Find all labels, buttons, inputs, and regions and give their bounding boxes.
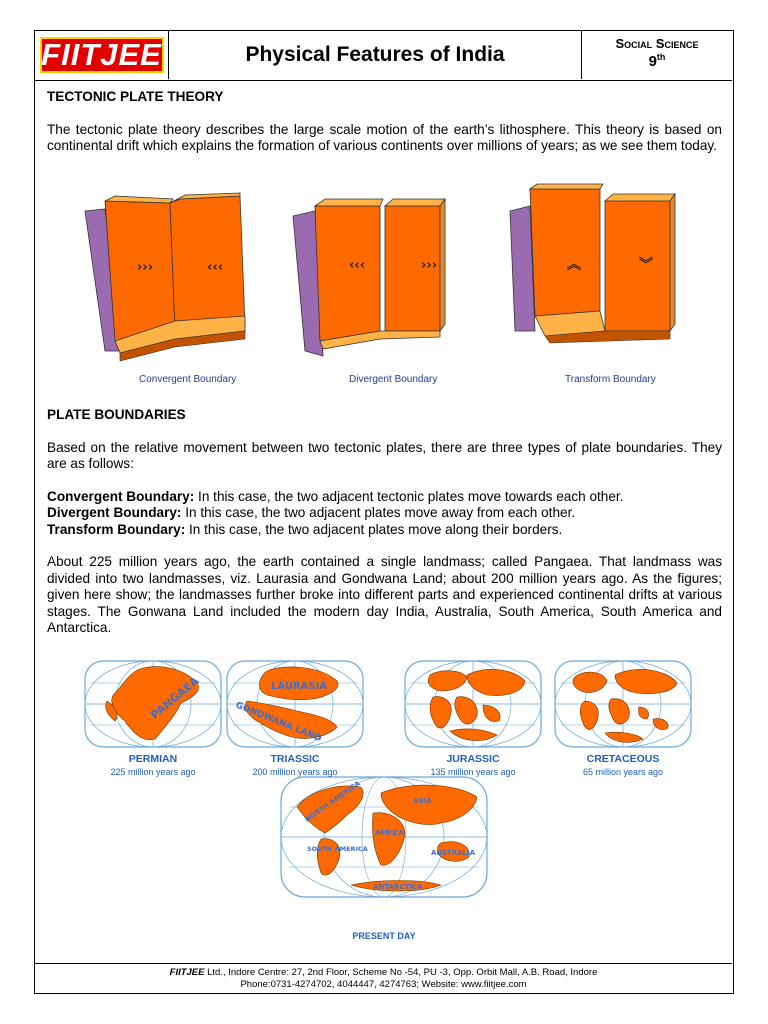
map-jurassic: [405, 661, 541, 747]
present-label-south-america: SOUTH AMERICA: [307, 845, 368, 853]
divergent-right-arrow: ›››: [421, 258, 438, 273]
map-triassic-era: TRIASSIC: [270, 753, 320, 765]
section-heading-boundaries: PLATE BOUNDARIES: [47, 407, 186, 422]
tectonic-paragraph: The tectonic plate theory describes the large scale motion of the earth’s lithosphere. This theory is based on continental drift which explains the formation of various continents over millions of years; as we see them today.: [47, 121, 722, 153]
logo-cell: [35, 31, 169, 79]
footer: [35, 963, 732, 993]
definition-divergent: [47, 505, 722, 522]
map-present-era: PRESENT DAY: [352, 931, 416, 941]
present-label-africa: AFRICA: [375, 829, 404, 837]
footer-line-1: [35, 967, 732, 979]
definition-transform: [47, 522, 722, 539]
boundaries-intro: Based on the relative movement between two tectonic plates, there are three types of plate boundaries. They are as follows:: [47, 439, 722, 471]
transform-label: Transform Boundary: [565, 374, 656, 385]
footer-address: Ltd., Indore Centre: 27, 2nd Floor, Scheme No -54, PU -3, Opp. Orbit Mall, A.B. Road, Indore: [204, 967, 598, 978]
map-cretaceous: [555, 661, 691, 747]
map-triassic-age: 200 million years ago: [252, 767, 338, 777]
map-permian: [85, 661, 221, 747]
divergent-left-arrow: ‹‹‹: [349, 258, 366, 273]
transform-right-arrow: ︾: [639, 257, 653, 273]
pangaea-paragraph: About 225 million years ago, the earth contained a single landmass; called Pangaea. That landmass was divided into two landmasses, viz. Laurasia and Gondwana Land; about 200 million years ago. As the figures; given here show; the landmasses further broke into different parts and experienced continental drifts at various stages. The Gonwana Land included the modern day India, Australia, South America, South America and Antarctica.: [47, 554, 722, 635]
content-boundaries: [47, 407, 722, 637]
header: [35, 31, 732, 81]
convergent-right-arrow: ‹‹‹: [207, 260, 224, 275]
map-jurassic-age: 135 million years ago: [430, 767, 516, 777]
divergent-label: Divergent Boundary: [349, 374, 438, 385]
convergent-left-arrow: ›››: [137, 260, 154, 275]
subject-name: Social Science: [615, 36, 699, 51]
page-frame: [34, 30, 734, 994]
plate-figures: [35, 181, 735, 385]
term-transform: Transform Boundary:: [47, 521, 186, 537]
present-label-antarctica: ANTARCTICA: [373, 883, 423, 891]
grade-number: 9: [648, 53, 657, 70]
definitions-list: [47, 489, 722, 539]
footer-brand: FIITJEE: [169, 967, 205, 978]
transform-left-arrow: ︽: [567, 257, 581, 273]
map-permian-era: PERMIAN: [128, 753, 178, 765]
definition-text-divergent: In this case, the two adjacent plates move away from each other.: [181, 505, 576, 520]
term-convergent: Convergent Boundary:: [47, 488, 195, 504]
present-label-australia: AUSTRALIA: [431, 849, 475, 857]
map-triassic: [227, 661, 363, 747]
subject-cell: [581, 31, 732, 79]
fiitjee-logo: FIITJEE: [41, 37, 162, 72]
map-triassic-label-gondwana: GONDWANA LAND: [233, 700, 323, 745]
convergent-label: Convergent Boundary: [139, 374, 237, 385]
drift-maps-svg: [35, 657, 735, 957]
term-divergent: Divergent Boundary:: [47, 505, 182, 520]
map-permian-label: PANGAEA: [148, 674, 202, 722]
map-present-day: [281, 777, 487, 897]
map-cretaceous-age: 65 million years ago: [582, 767, 664, 777]
convergent-plate-figure: [85, 193, 245, 361]
page-title: Physical Features of India: [245, 43, 505, 66]
continental-drift-maps: [35, 657, 735, 962]
transform-plate-figure: [510, 184, 675, 343]
map-jurassic-era: JURASSIC: [446, 753, 500, 765]
definition-text-transform: In this case, the two adjacent plates move along their borders.: [185, 521, 563, 537]
grade-suffix: th: [656, 52, 666, 62]
map-cretaceous-era: CRETACEOUS: [586, 753, 660, 765]
footer-line-2: Phone:0731-4274702, 4044447, 4274763; Website: www.fiitjee.com: [240, 979, 527, 990]
content: [47, 89, 722, 155]
definition-convergent: [47, 489, 722, 506]
section-heading-tectonic: TECTONIC PLATE THEORY: [47, 89, 224, 104]
map-triassic-label-laurasia: LAURASIA: [271, 681, 328, 692]
present-label-north-america: NORTH AMERICA: [303, 779, 362, 824]
map-permian-age: 225 million years ago: [110, 767, 196, 777]
plate-diagrams: [35, 181, 735, 381]
definition-text-convergent: In this case, the two adjacent tectonic plates move towards each other.: [194, 488, 624, 504]
grade: [582, 52, 732, 70]
divergent-plate-figure: [293, 199, 445, 356]
present-label-asia: ASIA: [413, 797, 432, 805]
